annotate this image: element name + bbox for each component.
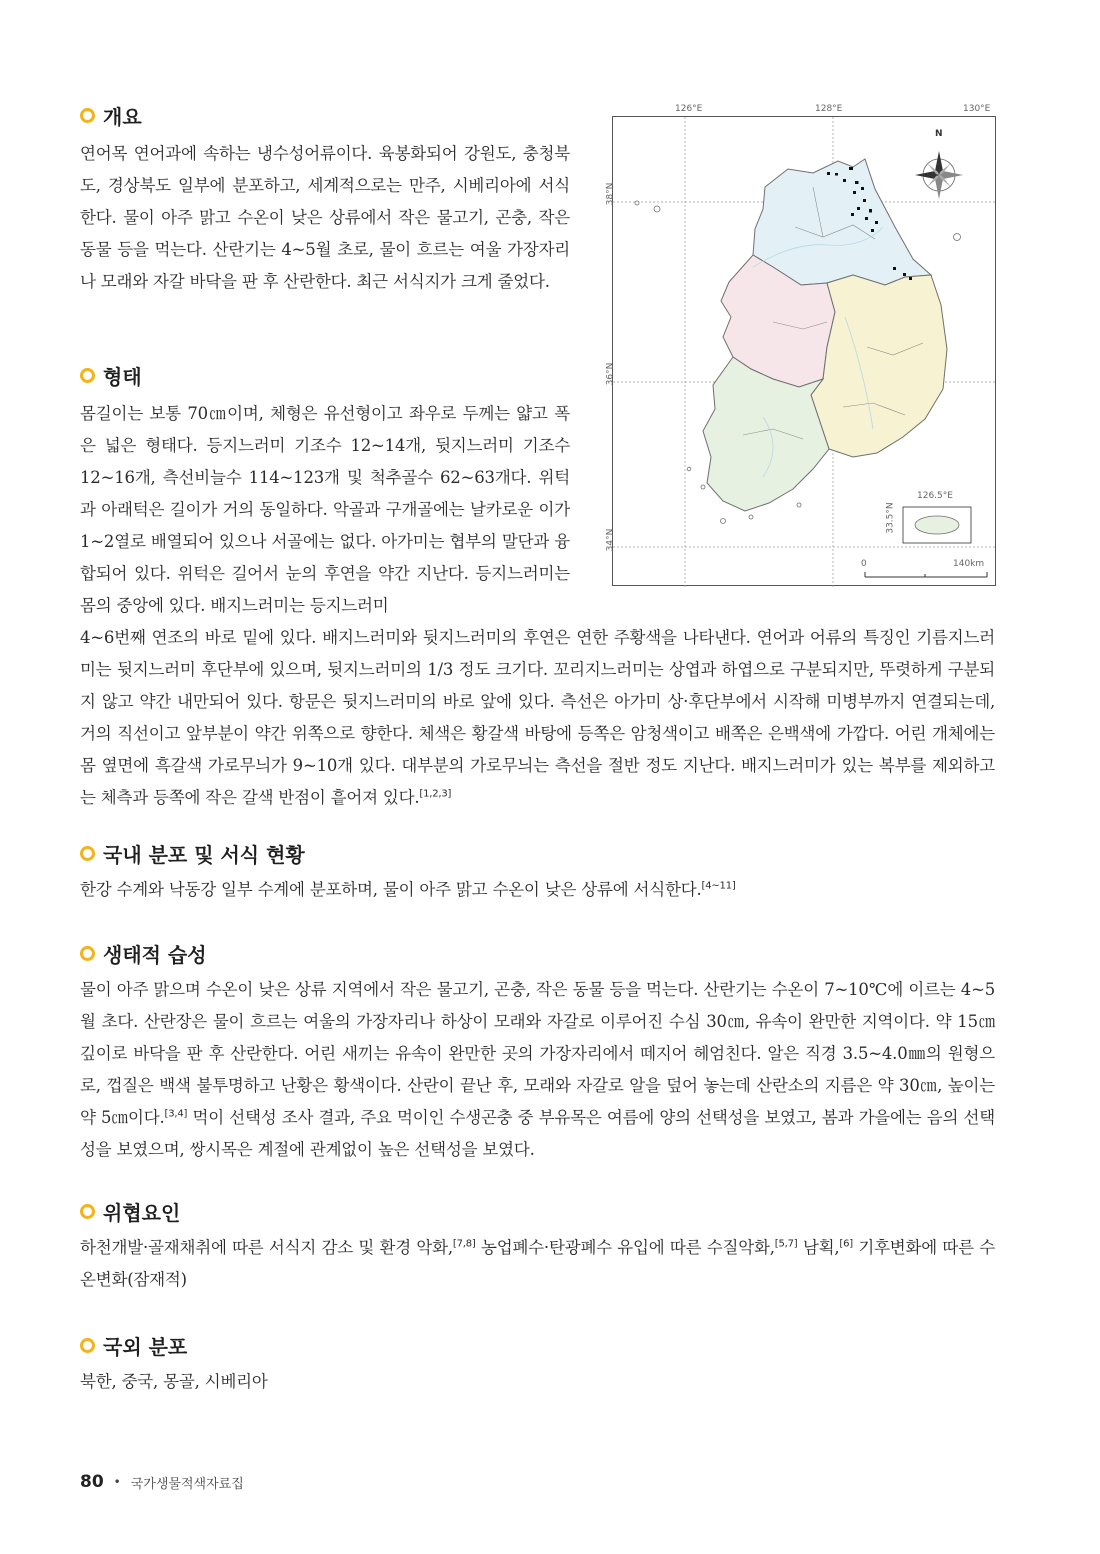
- page-number: 80: [80, 1472, 104, 1492]
- jeju-island: [915, 516, 959, 534]
- map-frame: [605, 116, 996, 586]
- reference-marker: [7,8]: [452, 1238, 476, 1250]
- reference-marker: [4~11]: [701, 880, 736, 892]
- section-text: [80, 874, 995, 906]
- text-run: 농업폐수·탄광폐수 유입에 따른 수질악화,: [475, 1238, 775, 1257]
- text-run: 하천개발·골재채취에 따른 서식지 감소 및 환경 악화,: [80, 1238, 453, 1257]
- reference-marker: [3,4]: [164, 1108, 188, 1120]
- text-run: 물이 아주 맑으며 수온이 낮은 상류 지역에서 작은 물고기, 곤충, 작은 동물 등을 먹는다. 산란기는 수온이 7~10℃에 이르는 4~5월 초다. 산란장은 물이 흐르는 여울의 가장자리나 하상이 모래와 자갈로 이루어진 수심 30㎝, 유속이 완만한 지역이다. 약 15㎝ 깊이로 바닥을 판 후 산란한다. 어린 새끼는 유속이 완만한 곳의 가장자리에서 떼지어 헤엄친다. 알은 직경 3.5~4.0㎜의 원형으로, 껍질은 백색 불투명하고 난황은 황색이다. 산란이 끝난 후, 모래와 자갈로 알을 덮어 놓는데 산란소의 지름은 약 30㎝, 높이는 약 5㎝이다.: [80, 980, 995, 1127]
- region-gangwon: [753, 159, 931, 285]
- section-heading: [80, 100, 570, 130]
- page-footer: [80, 1472, 244, 1492]
- section-foreign-distribution: [80, 1330, 995, 1398]
- section-domestic-distribution: [80, 838, 995, 906]
- inset-longitude-label: 126.5°E: [917, 491, 953, 501]
- reference-marker: [1,2,3]: [419, 788, 452, 800]
- section-threats: [80, 1196, 995, 1296]
- latitude-label: 38°N: [605, 182, 616, 206]
- section-text-continued: [80, 622, 995, 814]
- text-run: 먹이 선택성 조사 결과, 주요 먹이인 수생곤충 중 부유목은 여름에 양의 선택성을 보였고, 봄과 가을에는 음의 선택성을 보였으며, 쌍시목은 계절에 관계없이 높은 선택성을 보였다.: [80, 1108, 995, 1159]
- longitude-label: 126°E: [675, 104, 703, 114]
- section-title: 형태: [103, 364, 142, 389]
- text-run: 기후변화에 따른 수온변화(잠재적): [80, 1238, 995, 1289]
- latitude-label: 34°N: [605, 528, 616, 552]
- footer-separator: •: [113, 1475, 121, 1489]
- bullet-icon: [80, 1338, 95, 1353]
- bullet-icon: [80, 1204, 95, 1219]
- section-text: 북한, 중국, 몽골, 시베리아: [80, 1372, 268, 1391]
- longitude-label: 128°E: [815, 104, 843, 114]
- section-title: 위협요인: [103, 1200, 181, 1225]
- reference-marker: [6]: [839, 1238, 853, 1250]
- compass-rose-icon: [915, 151, 963, 199]
- section-ecology: [80, 938, 995, 1166]
- bullet-icon: [80, 846, 95, 861]
- scale-end-label: 140km: [953, 559, 985, 569]
- reference-marker: [5,7]: [774, 1238, 798, 1250]
- inset-latitude-label: 33.5°N: [885, 502, 896, 534]
- section-text: 몸길이는 보통 70㎝이며, 체형은 유선형이고 좌우로 두께는 얇고 폭은 넓은 형태다. 등지느러미 기조수 12~14개, 뒷지느러미 기조수 12~16개, 측선비늘수 114~123개 및 척추골수 62~63개다. 위턱과 아래턱은 길이가 거의 동일하다. 악골과 구개골에는 날카로운 이가 1~2열로 배열되어 있으나 서골에는 없다. 아가미는 협부의 말단과 융합되어 있다. 위턱은 길어서 눈의 후연을 약간 지난다. 등지느러미는 몸의 중앙에 있다. 배지느러미는 등지느러미: [80, 404, 570, 615]
- compass-north-label: N: [935, 129, 943, 139]
- section-overview: [80, 100, 570, 298]
- section-heading: [80, 838, 995, 868]
- section-text: [80, 974, 995, 1166]
- section-heading: [80, 1196, 995, 1226]
- book-title: 국가생물적색자료집: [130, 1476, 244, 1492]
- bullet-icon: [80, 108, 95, 123]
- section-text: 연어목 연어과에 속하는 냉수성어류이다. 육봉화되어 강원도, 충청북도, 경상북도 일부에 분포하고, 세계적으로는 만주, 시베리아에 서식한다. 물이 아주 맑고 수온이 낮은 상류에서 작은 물고기, 곤충, 작은 동물 등을 먹는다. 산란기는 4~5월 초로, 물이 흐르는 여울 가장자리나 모래와 자갈 바닥을 판 후 산란한다. 최근 서식지가 크게 줄었다.: [80, 144, 570, 291]
- section-heading: [80, 938, 995, 968]
- text-run: 4~6번째 연조의 바로 밑에 있다. 배지느러미와 뒷지느러미의 후연은 연한 주황색을 나타낸다. 연어과 어류의 특징인 기름지느러미는 뒷지느러미 후단부에 있으며, 뒷지느러미의 1/3 정도 크기다. 꼬리지느러미는 상엽과 하엽으로 구분되지만, 뚜렷하게 구분되지 않고 약간 내만되어 있다. 항문은 뒷지느러미의 바로 앞에 있다. 측선은 아가미 상·후단부에서 시작해 미병부까지 연결되는데, 거의 직선이고 앞부분이 약간 위쪽으로 향한다. 체색은 황갈색 바탕에 등쪽은 암청색이고 배쪽은 은백색에 가깝다. 어린 개체에는 몸 옆면에 흑갈색 가로무늬가 9~10개 있다. 대부분의 가로무늬는 측선을 절반 정도 지난다. 배지느러미가 있는 복부를 제외하고는 체측과 등쪽에 작은 갈색 반점이 흩어져 있다.: [80, 628, 995, 807]
- text-run: 한강 수계와 낙동강 일부 수계에 분포하며, 물이 아주 맑고 수온이 낮은 상류에 서식한다.: [80, 880, 702, 899]
- section-title: 생태적 습성: [103, 942, 207, 967]
- latitude-label: 36°N: [605, 362, 616, 386]
- scale-start-label: 0: [861, 559, 867, 569]
- section-title: 국내 분포 및 서식 현황: [103, 842, 305, 867]
- section-text: [80, 1232, 995, 1296]
- section-title: 국외 분포: [103, 1334, 188, 1359]
- scale-bar: [865, 572, 987, 577]
- longitude-label: 130°E: [963, 104, 991, 114]
- bullet-icon: [80, 946, 95, 961]
- bullet-icon: [80, 368, 95, 383]
- korea-map-svg: [613, 117, 997, 587]
- text-run: 남획,: [797, 1238, 840, 1257]
- section-title: 개요: [103, 104, 142, 129]
- section-heading: [80, 1330, 995, 1360]
